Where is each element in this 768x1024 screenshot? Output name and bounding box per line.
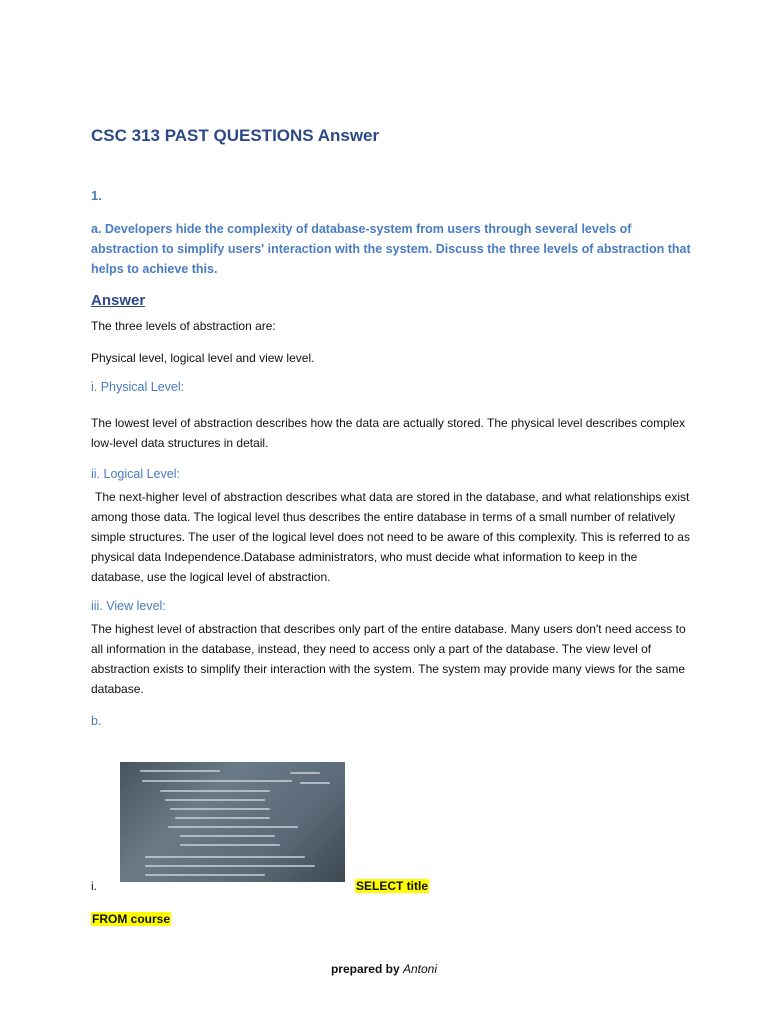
footer-prefix: prepared by	[330, 962, 400, 976]
view-level-text: The highest level of abstraction that describes only part of the entire database. Many users don't need access to all information in the database, instead, they need to access only a part of the database. The view level of abstraction exists to simplify their interaction with the system. The system may provide many views for the same database.	[91, 622, 686, 696]
part-b-label: b.	[91, 714, 102, 728]
logical-level-text: The next-higher level of abstraction describes what data are stored in the database, and what relationships exist among those data. The logical level thus describes the entire database in terms of a small number of relatively simple structures. The user of the logical level does not need to be aware of this complexity. This is referred to as physical data Independence.Database administrators, who must decide what information to keep in the database, use the logical level of abstraction.	[91, 490, 690, 584]
page-title: CSC 313 PAST QUESTIONS Answer	[91, 126, 380, 145]
footer-author: Antoni	[403, 962, 438, 976]
intro-text: The three levels of abstraction are:	[91, 319, 276, 333]
sql-from-line	[91, 909, 171, 929]
question-a-text: a. Developers hide the complexity of database-system from users through several levels of abstraction to simplify users' interaction with the system. Discuss the three levels of abstraction that helps to achieve this.	[91, 222, 691, 276]
exam-question-photo	[120, 762, 345, 882]
sql-select-text: SELECT title	[356, 879, 429, 893]
sql-select-line	[355, 876, 429, 896]
levels-list-text: Physical level, logical level and view level.	[91, 351, 315, 365]
answer-heading: Answer	[91, 292, 146, 309]
question-number: 1.	[91, 188, 102, 203]
page-footer	[0, 962, 768, 976]
item-i-label: i.	[91, 879, 97, 893]
physical-level-heading: i. Physical Level:	[91, 380, 185, 394]
physical-level-text: The lowest level of abstraction describes how the data are actually stored. The physical level describes complex low-level data structures in detail.	[91, 416, 686, 450]
sql-from-text: FROM course	[92, 912, 171, 926]
logical-level-heading: ii. Logical Level:	[91, 467, 180, 481]
view-level-heading: iii. View level:	[91, 599, 166, 613]
